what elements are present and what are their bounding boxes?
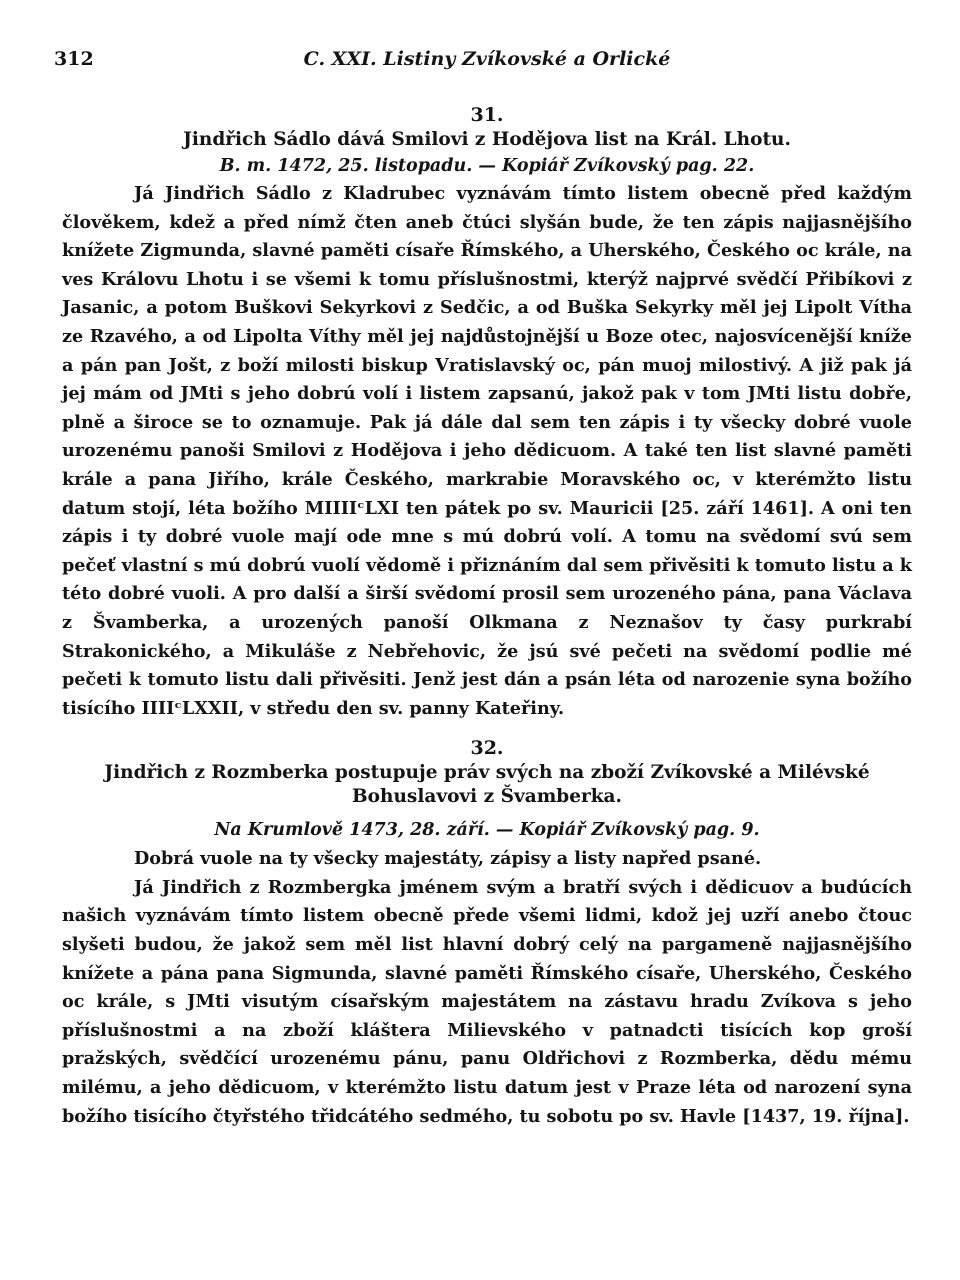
- document-date-source: B. m. 1472, 25. listopadu. — Kopiář Zvíkovský pag. 22.: [219, 156, 755, 176]
- document-date-source: Na Krumlově 1473, 28. září. — Kopiář Zvíkovský pag. 9.: [214, 820, 760, 841]
- document-31: [62, 102, 912, 723]
- document-32: [62, 735, 912, 1131]
- document-heading: Jindřich z Rozmberka postupuje práv svých na zboží Zvíkovské a Milévské Bohuslavovi z Švamberka.: [104, 762, 870, 808]
- running-head: [54, 40, 912, 72]
- page-number: 312: [54, 48, 94, 70]
- document-number: 32.: [470, 737, 504, 760]
- running-title: C. XXI. Listiny Zvíkovské a Orlické: [303, 48, 671, 70]
- document-number: 31.: [470, 104, 504, 126]
- document-body: [62, 845, 912, 1131]
- document-body: [62, 180, 912, 723]
- paragraph: Já Jindřich z Rozmbergka jménem svým a bratří svých i dědicuov a budúcích našich vyznávám tímto listem obecně přede všemi lidmi, kdož jej uzří anebo čtouc slyšeti budou, že jakož sem měl list hlavní dobrý celý na pargameně najjasnějšího knížete a pána pana Sigmunda, slavné paměti Římského císaře, Uherského, Českého oc krále, s JMti visutým císařským majestátem na zástavu hradu Zvíkova s jeho příslušnostmi a na zboží kláštera Milievského v patnadcti tisících kop groší pražských, svědčící urozenému pánu, panu Oldřichovi z Rozmberka, dědu mému milému, a jeho dědicuom, v kterémžto listu datum jest v Praze léta od narození syna božího tisícího čtyřstého třidcátého sedmého, tu sobotu po sv. Havle [1437, 19. října].: [62, 876, 912, 1127]
- document-heading: Jindřich Sádlo dává Smilovi z Hodějova list na Král. Lhotu.: [183, 129, 791, 150]
- paragraph: Já Jindřich Sádlo z Kladrubec vyznávám tímto listem obecně před každým člověkem, kdež a před nímž čten aneb čtúci slyšán bude, že ten zápis najjasnějšího knížete Zigmunda, slavné paměti císaře Římského, a Uherského, Českého oc krále, na ves Královu Lhotu i se všemi k tomu příslušnostmi, kterýž najprvé svědčí Přibíkovi z Jasanic, a potom Buškovi Sekyrkovi z Sedčic, a od Buška Sekyrky měl jej Lipolt Vítha ze Rzavého, a od Lipolta Víthy měl jej najdůstojnější u Boze otec, najosvícenější kníže a pán pan Jošt, z boží milosti biskup Vratislavský oc, pán muoj milostivý. A již pak já jej mám od JMti s jeho dobrú volí i listem zapsanú, jakož pak v tom JMti listu dobře, plně a široce se to oznamuje. Pak já dále dal sem ten zápis i ty všecky dobré vuole urozenému panoši Smilovi z Hodějova i jeho dědicuom. A také ten list slavné paměti krále a pana Jiřího, krále Českého, markrabie Moravského oc, v kterémžto listu datum stojí, léta božího MIIIIᶜLXI ten pátek po sv. Mauricii [25. září 1461]. A oni ten zápis i ty dobré vuole mají ode mne s mú dobrú volí. A tomu na svědomí svú sem pečeť vlastní s mú dobrú vuolí vědomě i přiznáním dal sem přivěsiti k tomuto listu a k této dobré vuoli. A pro další a širší svědomí prosil sem urozeného pána, pana Václava z Švamberka, a urozených panoší Olkmana z Neznašov ty časy purkrabí Strakonického, a Mikuláše z Nebřehovic, že jsú své pečeti na svědomí podlie mé pečeti k tomuto listu dali přivěsiti. Jenž jest dán a psán léta od narozenie syna božího tisícího IIIIᶜLXXII, v středu den sv. panny Kateřiny.: [62, 183, 912, 719]
- paragraph: Dobrá vuole na ty všecky majestáty, zápisy a listy napřed psané.: [134, 848, 762, 870]
